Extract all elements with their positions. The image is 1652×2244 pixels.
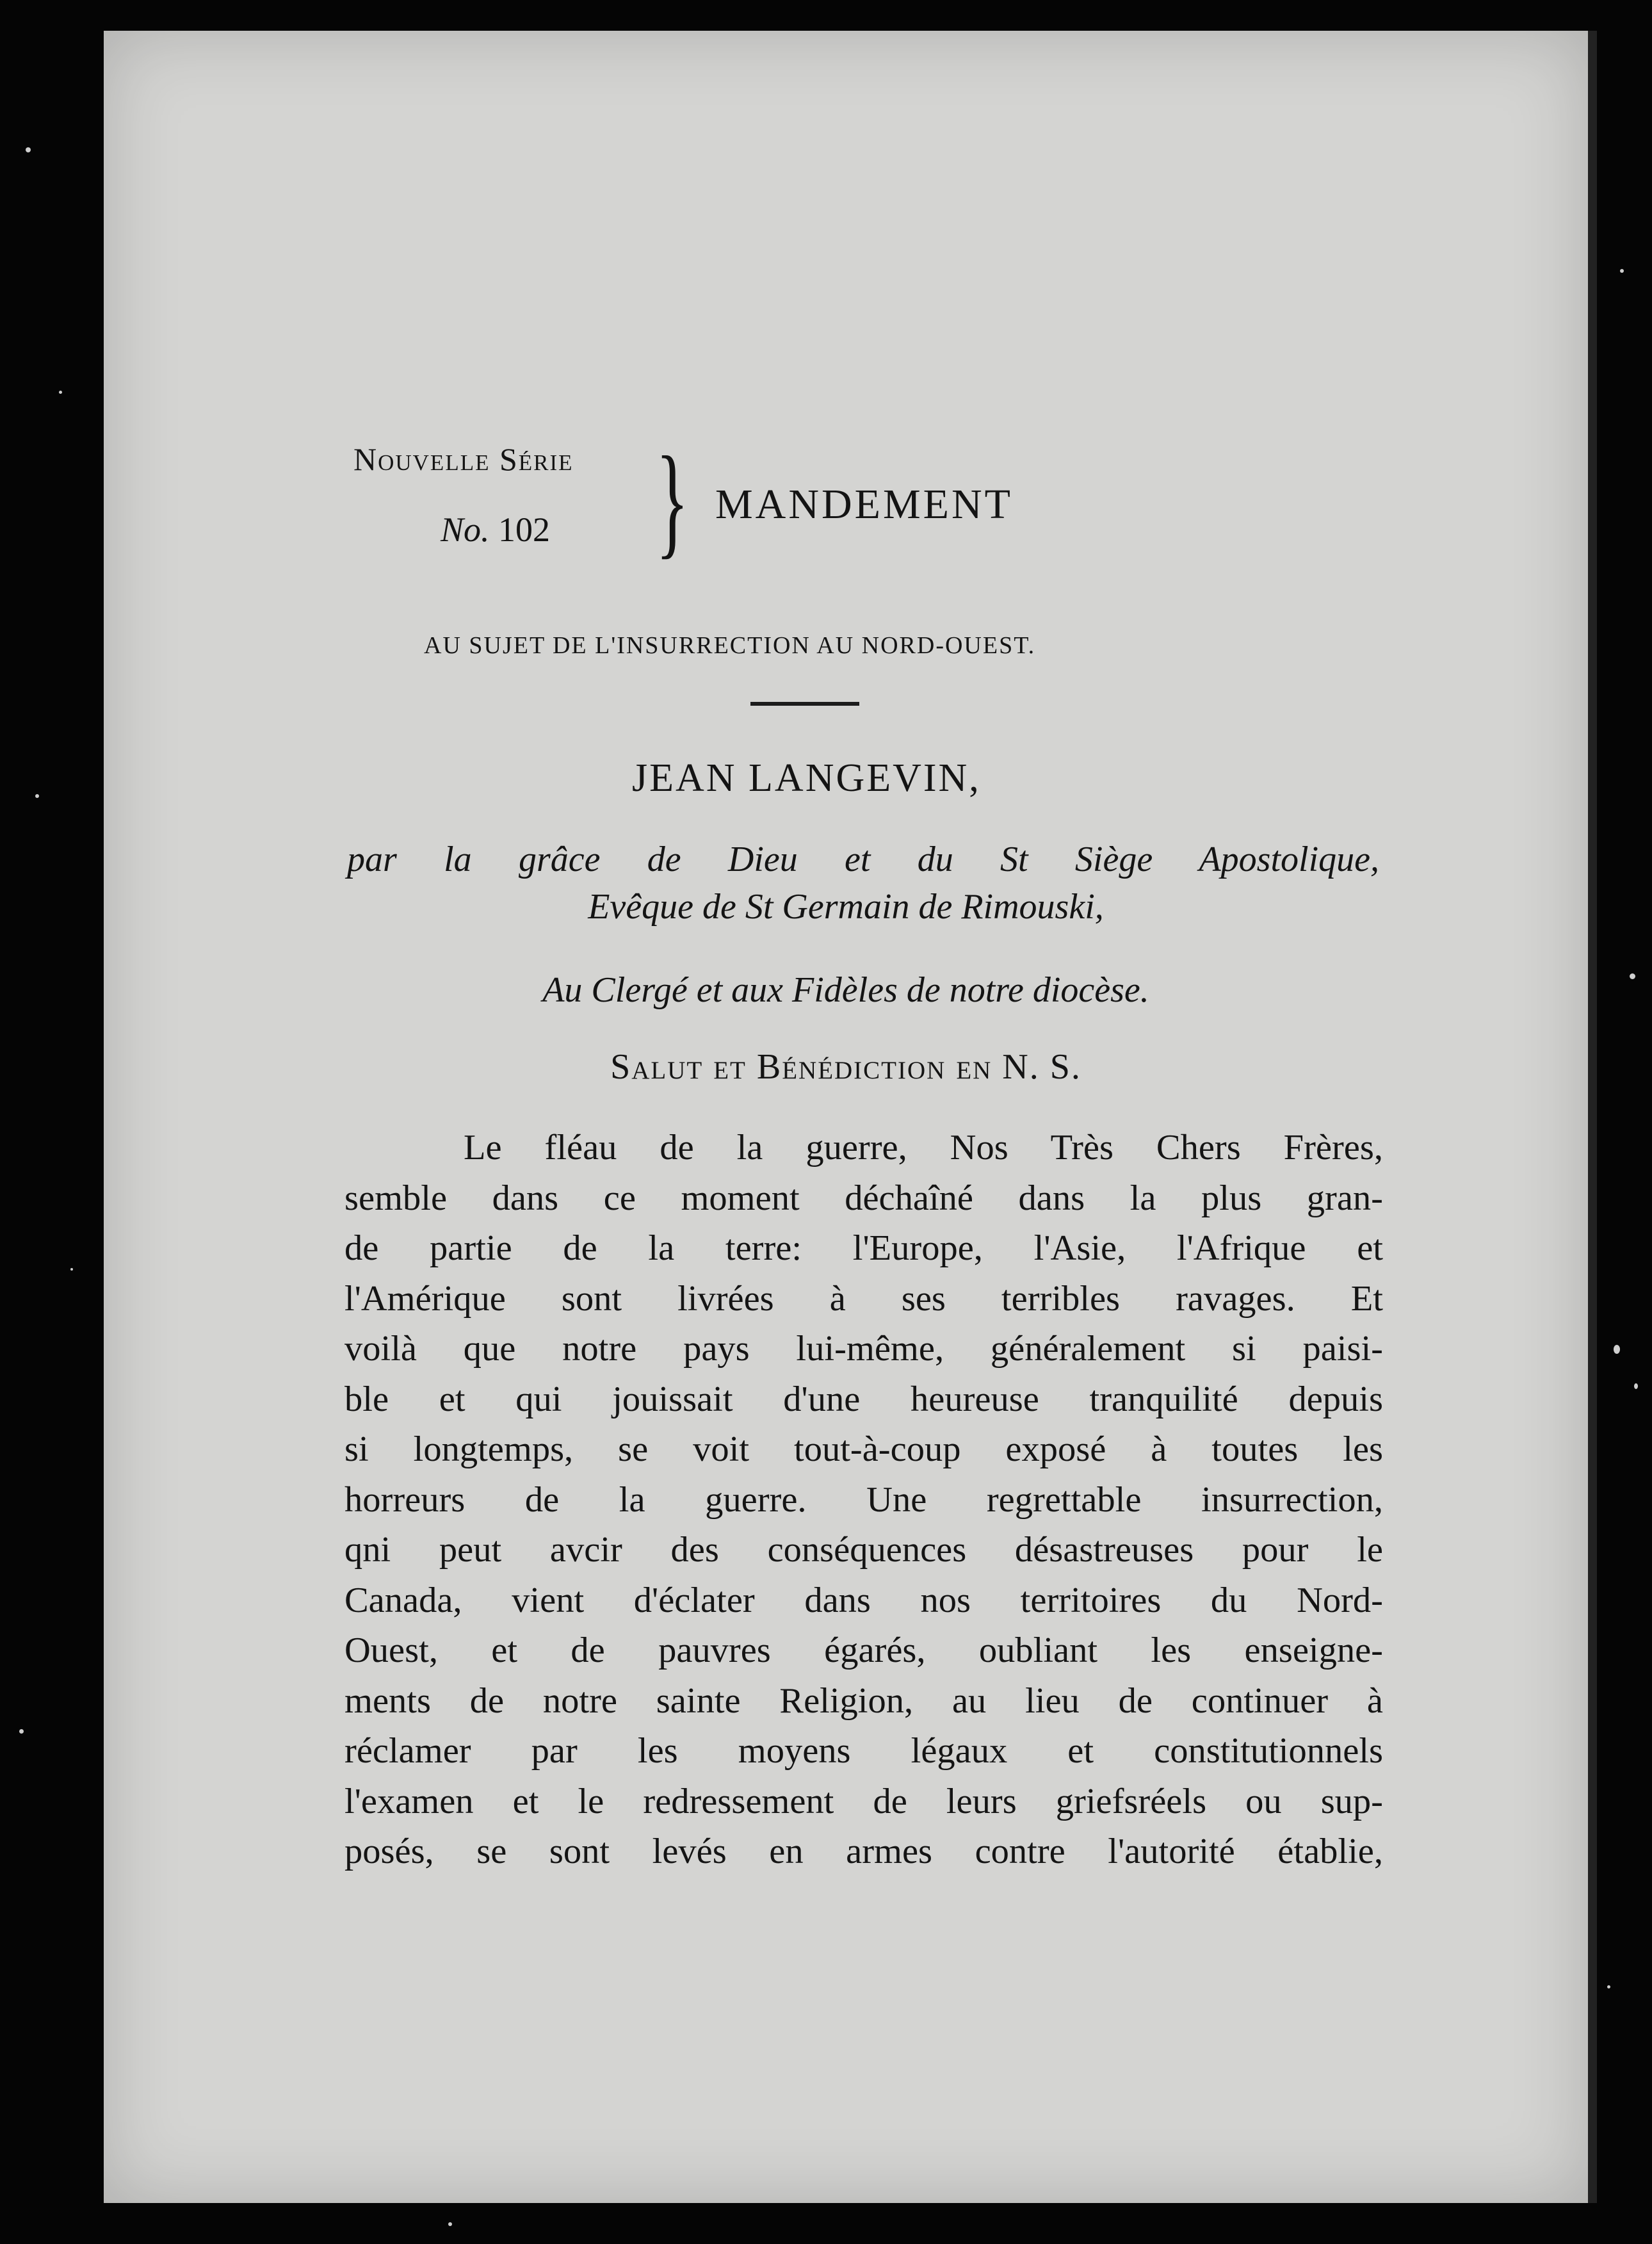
document-subject: AU SUJET DE L'INSURRECTION AU NORD-OUEST. <box>424 632 1036 659</box>
title-divider <box>750 702 859 706</box>
body-line: posés, se sont levés en armes contre l'autorité établie, <box>344 1832 1383 1871</box>
header-brace: } <box>656 431 689 570</box>
body-line: Canada, vient d'éclater dans nos territoires du Nord- <box>344 1580 1383 1620</box>
body-line: l'examen et le redressement de leurs griefsréels ou sup- <box>344 1781 1383 1821</box>
body-line: horreurs de la guerre. Une regrettable insurrection, <box>344 1479 1383 1520</box>
document-page <box>104 31 1597 2203</box>
document-title: MANDEMENT <box>715 481 1013 528</box>
issue-number-value: 102 <box>498 510 551 549</box>
issue-number <box>441 510 550 549</box>
body-line: voilà que notre pays lui-même, généralement si paisi- <box>344 1329 1383 1369</box>
series-label: Nouvelle Série <box>353 441 574 477</box>
body-line: semble dans ce moment déchaîné dans la plus gran- <box>344 1178 1383 1218</box>
body-line: qni peut avcir des conséquences désastreuses pour le <box>344 1530 1383 1570</box>
body-line: ments de notre sainte Religion, au lieu de continuer à <box>344 1680 1383 1721</box>
body-line: l'Amérique sont livrées à ses terribles ravages. Et <box>344 1278 1383 1319</box>
body-paragraph <box>344 1123 1383 1877</box>
greeting: Salut et Bénédiction en N. S. <box>610 1047 1081 1087</box>
author-name: JEAN LANGEVIN, <box>632 756 981 800</box>
issue-number-prefix: No. <box>441 510 490 549</box>
body-line: réclamer par les moyens légaux et constitutionnels <box>344 1731 1383 1771</box>
author-title-line-2: Evêque de St Germain de Rimouski, <box>588 887 1104 927</box>
body-line: si longtemps, se voit tout-à-coup exposé à toutes les <box>344 1429 1383 1469</box>
addressee: Au Clergé et aux Fidèles de notre diocèse. <box>542 970 1149 1010</box>
body-line: Le fléau de la guerre, Nos Très Chers Frères, <box>464 1128 1383 1167</box>
author-title-line-1: par la grâce de Dieu et du St Siège Apostolique, <box>347 840 1379 879</box>
body-line: Ouest, et de pauvres égarés, oubliant les enseigne- <box>344 1630 1383 1670</box>
body-line: ble et qui jouissait d'une heureuse tranquilité depuis <box>344 1379 1383 1419</box>
body-line: de partie de la terre: l'Europe, l'Asie, l'Afrique et <box>344 1228 1383 1268</box>
